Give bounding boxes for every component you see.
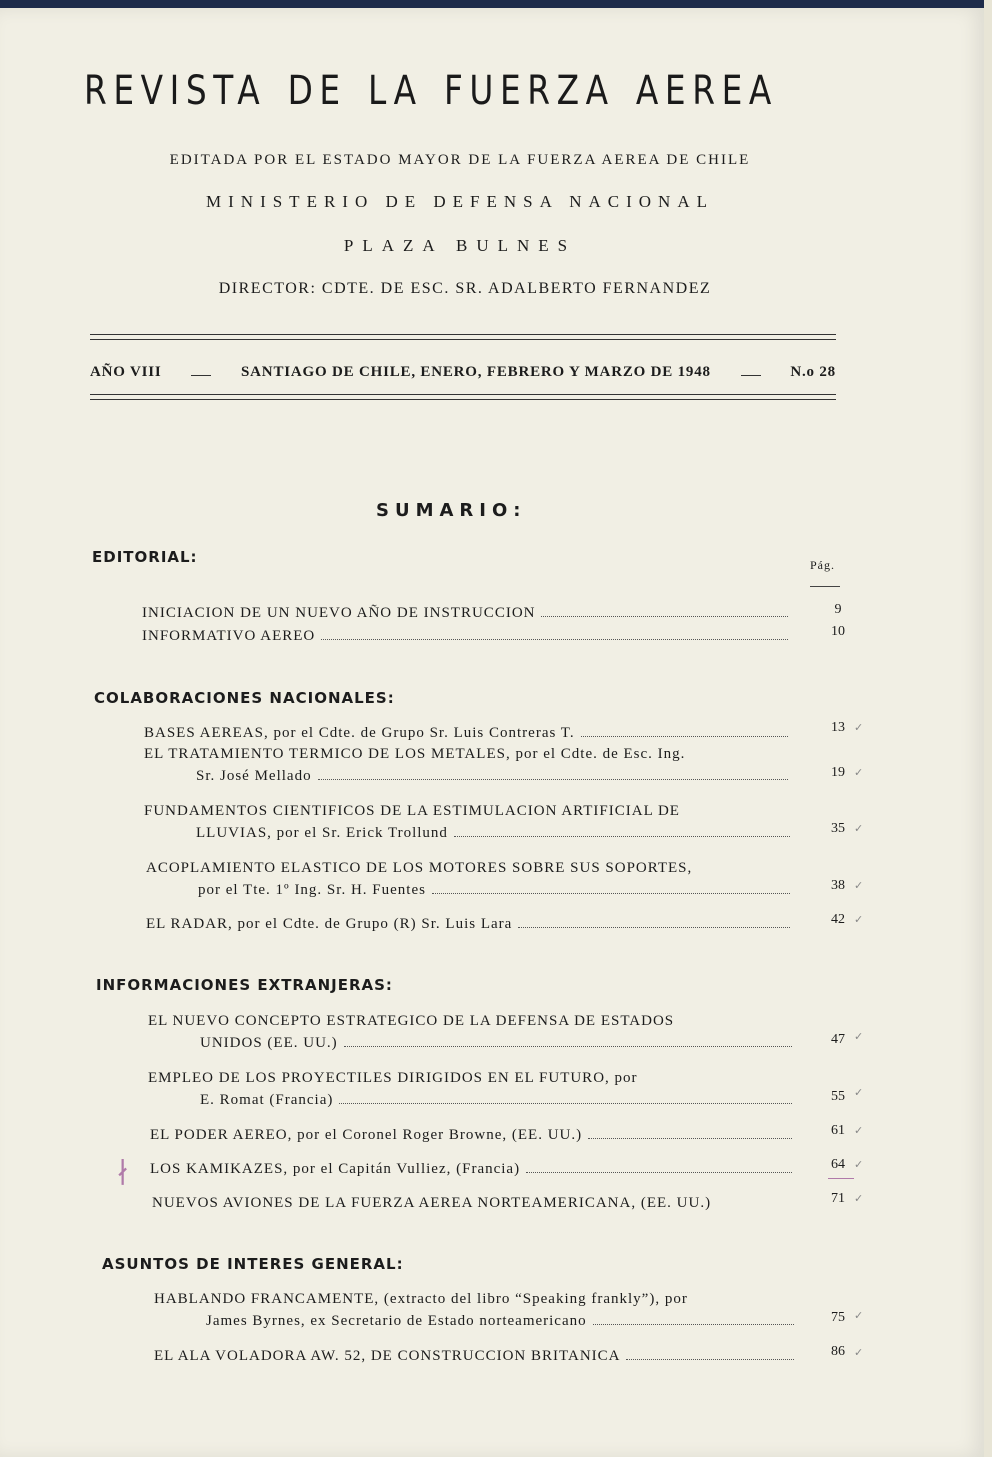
magazine-title bbox=[84, 68, 778, 114]
issue-year: AÑO VIII bbox=[90, 364, 162, 380]
dot-leader bbox=[339, 1102, 792, 1104]
toc-entry[interactable] bbox=[144, 743, 794, 787]
entry-title: EL RADAR, por el Cdte. de Grupo (R) Sr. Luis Lara bbox=[146, 916, 513, 932]
entry-title: EL NUEVO CONCEPTO ESTRATEGICO DE LA DEFENSA DE ESTADOS bbox=[148, 1013, 675, 1029]
page-column-label: Pág. bbox=[810, 558, 835, 572]
dot-leader bbox=[526, 1171, 792, 1173]
editor-line: EDITADA POR EL ESTADO MAYOR DE LA FUERZA AEREA DE CHILE bbox=[169, 152, 751, 168]
entry-title: EL ALA VOLADORA AW. 52, DE CONSTRUCCION BRITANICA bbox=[154, 1348, 621, 1364]
check-mark: ✓ bbox=[854, 1192, 864, 1205]
check-mark: ✓ bbox=[854, 721, 864, 734]
check-mark: ✓ bbox=[854, 879, 864, 892]
handwritten-mark: ∤ bbox=[116, 1156, 130, 1189]
entry-title: HABLANDO FRANCAMENTE, (extracto del libro “Speaking frankly”), por bbox=[154, 1291, 688, 1307]
check-mark: ✓ bbox=[854, 1309, 864, 1322]
check-mark: ✓ bbox=[854, 1030, 864, 1043]
entry-page-number: 64 bbox=[831, 1157, 845, 1172]
dot-leader bbox=[518, 926, 790, 928]
title-word: AEREA bbox=[635, 68, 778, 114]
check-mark: ✓ bbox=[854, 766, 864, 779]
title-word: FUERZA bbox=[443, 68, 615, 114]
entry-title-cont: E. Romat (Francia) bbox=[200, 1092, 334, 1108]
scan-top-edge bbox=[0, 0, 992, 8]
entry-page-number: 19 bbox=[831, 765, 845, 780]
header-rule-bottom-2 bbox=[90, 399, 836, 400]
check-mark: ✓ bbox=[854, 822, 864, 835]
entry-title-cont: Sr. José Mellado bbox=[196, 768, 312, 784]
entry-title: EL PODER AEREO, por el Coronel Roger Browne, (EE. UU.) bbox=[150, 1127, 583, 1143]
issue-dash bbox=[741, 375, 761, 376]
director-line: DIRECTOR: CDTE. DE ESC. SR. ADALBERTO FERNANDEZ bbox=[218, 280, 712, 297]
entry-title: EL TRATAMIENTO TERMICO DE LOS METALES, por el Cdte. de Esc. Ing. bbox=[144, 746, 686, 762]
check-mark: ✓ bbox=[854, 1124, 864, 1137]
check-mark: ✓ bbox=[854, 1086, 864, 1099]
toc-entry[interactable] bbox=[146, 913, 796, 935]
entry-page-number: 61 bbox=[831, 1123, 845, 1138]
issue-number: N.o 28 bbox=[790, 364, 836, 380]
entry-page-number: 10 bbox=[831, 624, 845, 639]
section-heading-asuntos: ASUNTOS DE INTERES GENERAL: bbox=[102, 1255, 404, 1273]
entry-title: NUEVOS AVIONES DE LA FUERZA AEREA NORTEAMERICANA, (EE. UU.) bbox=[152, 1195, 712, 1211]
entry-page-number: 9 bbox=[834, 602, 842, 617]
toc-entry[interactable] bbox=[142, 602, 794, 624]
toc-entry[interactable] bbox=[148, 1067, 798, 1111]
entry-title: BASES AEREAS, por el Cdte. de Grupo Sr. Luis Contreras T. bbox=[144, 725, 575, 741]
section-heading-informaciones: INFORMACIONES EXTRANJERAS: bbox=[96, 976, 393, 994]
entry-title: INICIACION DE UN NUEVO AÑO DE INSTRUCCION bbox=[142, 605, 536, 621]
entry-title: ACOPLAMIENTO ELASTICO DE LOS MOTORES SOBRE SUS SOPORTES, bbox=[146, 860, 693, 876]
dot-leader bbox=[593, 1323, 794, 1325]
dot-leader bbox=[432, 892, 790, 894]
title-word: DE bbox=[287, 68, 347, 114]
entry-title: FUNDAMENTOS CIENTIFICOS DE LA ESTIMULACION ARTIFICIAL DE bbox=[144, 803, 680, 819]
toc-entry[interactable] bbox=[148, 1010, 798, 1054]
toc-entry[interactable] bbox=[150, 1124, 798, 1146]
entry-page-number: 47 bbox=[831, 1032, 845, 1047]
entry-page-number: 42 bbox=[831, 912, 845, 927]
toc-entry[interactable] bbox=[154, 1288, 800, 1332]
check-mark: ✓ bbox=[854, 1346, 864, 1359]
issue-dash bbox=[191, 375, 211, 376]
sumario-heading: SUMARIO: bbox=[376, 500, 527, 521]
document-page bbox=[0, 8, 986, 1457]
toc-entry[interactable] bbox=[146, 857, 796, 901]
ministry-line: MINISTERIO DE DEFENSA NACIONAL bbox=[206, 192, 714, 211]
entry-page-number: 75 bbox=[831, 1310, 845, 1325]
entry-page-number: 35 bbox=[831, 821, 845, 836]
dot-leader bbox=[581, 735, 788, 737]
title-word: LA bbox=[368, 68, 423, 114]
entry-title: LOS KAMIKAZES, por el Capitán Vulliez, (Francia) bbox=[150, 1161, 521, 1177]
header-rule-top bbox=[90, 334, 836, 335]
toc-entry[interactable] bbox=[152, 1192, 798, 1214]
toc-entry[interactable] bbox=[144, 800, 796, 844]
check-mark: ✓ bbox=[854, 913, 864, 926]
toc-entry[interactable] bbox=[150, 1158, 798, 1180]
entry-title-cont: por el Tte. 1º Ing. Sr. H. Fuentes bbox=[198, 882, 426, 898]
dot-leader bbox=[318, 778, 788, 780]
dot-leader bbox=[588, 1137, 792, 1139]
toc-entry[interactable] bbox=[144, 722, 794, 744]
entry-page-number: 13 bbox=[831, 720, 845, 735]
entry-page-number: 38 bbox=[831, 878, 845, 893]
dot-leader bbox=[626, 1358, 794, 1360]
address-line: PLAZA BULNES bbox=[343, 236, 577, 255]
page-column-rule bbox=[810, 586, 840, 587]
toc-entry[interactable] bbox=[154, 1345, 800, 1367]
entry-title-cont: James Byrnes, ex Secretario de Estado norteamericano bbox=[206, 1313, 587, 1329]
section-heading-colaboraciones: COLABORACIONES NACIONALES: bbox=[94, 689, 395, 707]
toc-entry[interactable] bbox=[142, 625, 794, 647]
handwritten-underline bbox=[828, 1178, 854, 1179]
check-mark: ✓ bbox=[854, 1158, 864, 1171]
dot-leader bbox=[344, 1045, 792, 1047]
entry-title-cont: UNIDOS (EE. UU.) bbox=[200, 1035, 338, 1051]
entry-title: INFORMATIVO AEREO bbox=[142, 628, 316, 644]
dot-leader bbox=[454, 835, 790, 837]
entry-page-number: 71 bbox=[831, 1191, 845, 1206]
dot-leader bbox=[541, 615, 788, 617]
entry-page-number: 55 bbox=[831, 1089, 845, 1104]
title-word: REVISTA bbox=[84, 68, 267, 114]
entry-title: EMPLEO DE LOS PROYECTILES DIRIGIDOS EN EL FUTURO, por bbox=[148, 1070, 638, 1086]
entry-title-cont: LLUVIAS, por el Sr. Erick Trollund bbox=[196, 825, 448, 841]
issue-place-date: SANTIAGO DE CHILE, ENERO, FEBRERO Y MARZO DE 1948 bbox=[241, 364, 711, 380]
dot-leader bbox=[321, 638, 788, 640]
header-rule-bottom bbox=[90, 394, 836, 395]
entry-page-number: 86 bbox=[831, 1344, 845, 1359]
header-rule-top-2 bbox=[90, 339, 836, 340]
section-heading-editorial: EDITORIAL: bbox=[92, 548, 198, 566]
scan-right-edge bbox=[984, 0, 992, 1457]
issue-line bbox=[90, 364, 836, 381]
